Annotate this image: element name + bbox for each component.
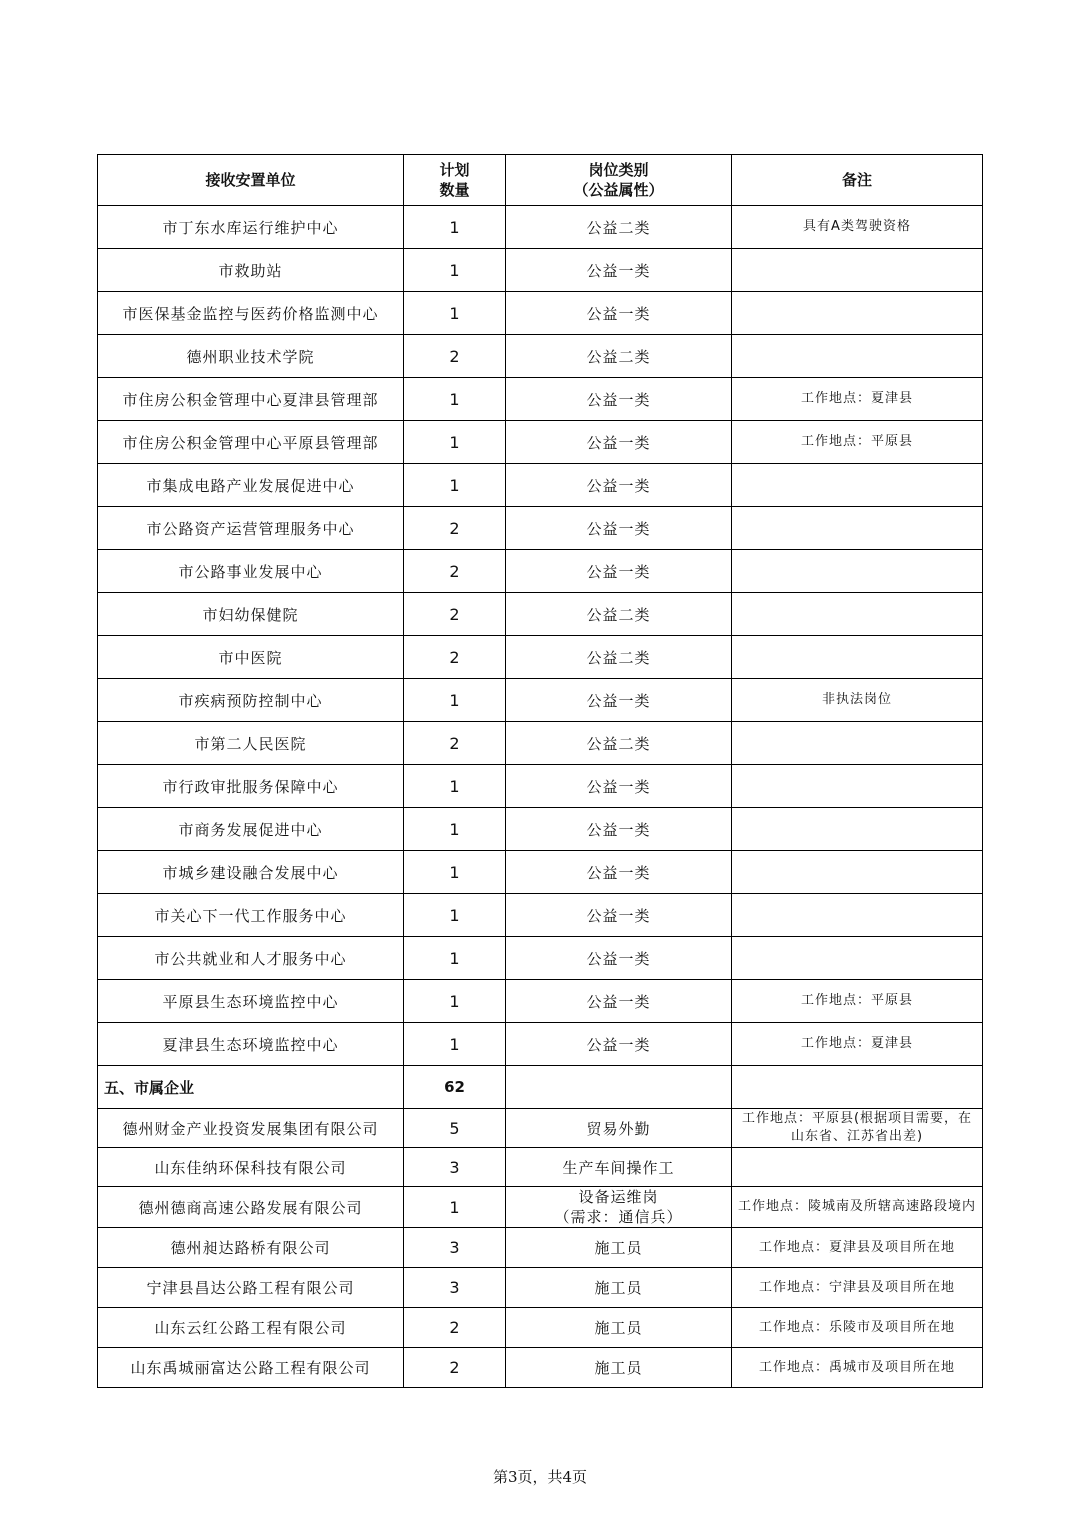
unit-cell: 市疾病预防控制中心	[98, 679, 404, 722]
count-cell: 1	[404, 249, 506, 292]
category-cell: 公益一类	[506, 1023, 732, 1066]
table-row	[98, 593, 983, 636]
note-cell: 工作地点：夏津县及项目所在地	[732, 1228, 983, 1268]
category-cell: 公益一类	[506, 378, 732, 421]
category-cell: 公益一类	[506, 550, 732, 593]
unit-cell: 德州职业技术学院	[98, 335, 404, 378]
table-row	[98, 1148, 983, 1187]
count-cell: 2	[404, 1308, 506, 1348]
category-cell: 施工员	[506, 1268, 732, 1308]
unit-cell: 市住房公积金管理中心夏津县管理部	[98, 378, 404, 421]
note-cell	[732, 593, 983, 636]
header-note: 备注	[732, 155, 983, 206]
unit-cell: 山东云红公路工程有限公司	[98, 1308, 404, 1348]
unit-cell: 夏津县生态环境监控中心	[98, 1023, 404, 1066]
unit-cell: 市关心下一代工作服务中心	[98, 894, 404, 937]
unit-cell: 山东禹城丽富达公路工程有限公司	[98, 1348, 404, 1388]
header-unit: 接收安置单位	[98, 155, 404, 206]
section-category-empty	[506, 1066, 732, 1109]
note-cell	[732, 464, 983, 507]
note-cell	[732, 636, 983, 679]
count-cell: 2	[404, 593, 506, 636]
table-row	[98, 1023, 983, 1066]
section-note-empty	[732, 1066, 983, 1109]
count-cell: 1	[404, 808, 506, 851]
count-cell: 1	[404, 421, 506, 464]
category-cell: 公益二类	[506, 593, 732, 636]
count-cell: 1	[404, 980, 506, 1023]
count-cell: 1	[404, 206, 506, 249]
unit-cell: 市集成电路产业发展促进中心	[98, 464, 404, 507]
table-row	[98, 636, 983, 679]
unit-cell: 市医保基金监控与医药价格监测中心	[98, 292, 404, 335]
header-count-line1: 计划	[439, 161, 470, 179]
note-cell	[732, 249, 983, 292]
note-cell	[732, 894, 983, 937]
count-cell: 2	[404, 507, 506, 550]
unit-cell: 市第二人民医院	[98, 722, 404, 765]
table-row	[98, 1308, 983, 1348]
note-cell: 工作地点：夏津县	[732, 1023, 983, 1066]
header-category-line1: 岗位类别	[588, 161, 649, 179]
unit-cell: 德州德商高速公路发展有限公司	[98, 1187, 404, 1228]
unit-cell: 德州昶达路桥有限公司	[98, 1228, 404, 1268]
category-cell: 生产车间操作工	[506, 1148, 732, 1187]
unit-cell: 德州财金产业投资发展集团有限公司	[98, 1109, 404, 1148]
count-cell: 1	[404, 937, 506, 980]
note-cell: 工作地点：平原县(根据项目需要，在山东省、江苏省出差)	[732, 1109, 983, 1148]
table-row	[98, 679, 983, 722]
note-cell: 工作地点：陵城南及所辖高速路段境内	[732, 1187, 983, 1228]
note-cell	[732, 550, 983, 593]
category-cell: 公益一类	[506, 980, 732, 1023]
count-cell: 2	[404, 1348, 506, 1388]
count-cell: 2	[404, 335, 506, 378]
unit-cell: 平原县生态环境监控中心	[98, 980, 404, 1023]
category-cell: 公益一类	[506, 937, 732, 980]
count-cell: 2	[404, 636, 506, 679]
category-cell: 施工员	[506, 1308, 732, 1348]
count-cell: 2	[404, 550, 506, 593]
category-line1: 设备运维岗	[578, 1188, 659, 1206]
unit-cell: 市商务发展促进中心	[98, 808, 404, 851]
unit-cell: 市公路资产运营管理服务中心	[98, 507, 404, 550]
category-cell: 公益一类	[506, 507, 732, 550]
count-cell: 1	[404, 894, 506, 937]
count-cell: 1	[404, 679, 506, 722]
unit-cell: 市行政审批服务保障中心	[98, 765, 404, 808]
note-cell: 工作地点：夏津县	[732, 378, 983, 421]
count-cell: 3	[404, 1228, 506, 1268]
table-row	[98, 206, 983, 249]
table-row	[98, 550, 983, 593]
note-cell	[732, 851, 983, 894]
note-cell	[732, 1148, 983, 1187]
table-row	[98, 421, 983, 464]
unit-cell: 山东佳纳环保科技有限公司	[98, 1148, 404, 1187]
table-row	[98, 1109, 983, 1148]
table-row	[98, 765, 983, 808]
count-cell: 3	[404, 1148, 506, 1187]
category-cell: 公益一类	[506, 464, 732, 507]
table-row	[98, 808, 983, 851]
note-cell	[732, 335, 983, 378]
count-cell: 1	[404, 1187, 506, 1228]
count-cell: 1	[404, 464, 506, 507]
placement-table-container	[97, 154, 982, 1388]
unit-cell: 市城乡建设融合发展中心	[98, 851, 404, 894]
header-category-line2: （公益属性）	[573, 181, 664, 199]
table-row	[98, 378, 983, 421]
note-cell	[732, 292, 983, 335]
count-cell: 2	[404, 722, 506, 765]
page-footer: 第3页，共4页	[492, 1468, 588, 1486]
unit-cell: 宁津县昌达公路工程有限公司	[98, 1268, 404, 1308]
note-cell	[732, 937, 983, 980]
table-row	[98, 335, 983, 378]
table-row	[98, 937, 983, 980]
category-cell: 公益二类	[506, 335, 732, 378]
count-cell: 1	[404, 292, 506, 335]
unit-cell: 市住房公积金管理中心平原县管理部	[98, 421, 404, 464]
category-cell: 公益一类	[506, 851, 732, 894]
note-cell	[732, 808, 983, 851]
table-row	[98, 249, 983, 292]
section-row	[98, 1066, 983, 1109]
unit-cell: 市妇幼保健院	[98, 593, 404, 636]
category-cell: 公益一类	[506, 894, 732, 937]
note-cell: 工作地点：宁津县及项目所在地	[732, 1268, 983, 1308]
table-row	[98, 507, 983, 550]
note-cell: 工作地点：乐陵市及项目所在地	[732, 1308, 983, 1348]
table-row	[98, 292, 983, 335]
table-row	[98, 464, 983, 507]
count-cell: 1	[404, 765, 506, 808]
count-cell: 3	[404, 1268, 506, 1308]
category-cell: 公益一类	[506, 808, 732, 851]
unit-cell: 市救助站	[98, 249, 404, 292]
category-cell: 公益二类	[506, 636, 732, 679]
note-cell: 工作地点：平原县	[732, 980, 983, 1023]
table-row	[98, 1348, 983, 1388]
header-category	[506, 155, 732, 206]
category-cell	[506, 1187, 732, 1228]
category-cell: 公益一类	[506, 421, 732, 464]
category-cell: 施工员	[506, 1228, 732, 1268]
placement-table	[97, 154, 983, 1388]
table-row	[98, 1187, 983, 1228]
table-row	[98, 851, 983, 894]
category-cell: 施工员	[506, 1348, 732, 1388]
unit-cell: 市公路事业发展中心	[98, 550, 404, 593]
header-count-line2: 数量	[439, 181, 470, 199]
table-row	[98, 1268, 983, 1308]
category-cell: 贸易外勤	[506, 1109, 732, 1148]
category-cell: 公益一类	[506, 679, 732, 722]
table-row	[98, 1228, 983, 1268]
category-cell: 公益二类	[506, 722, 732, 765]
count-cell: 5	[404, 1109, 506, 1148]
header-count	[404, 155, 506, 206]
category-cell: 公益一类	[506, 292, 732, 335]
section-title: 五、市属企业	[98, 1066, 404, 1109]
table-header-row	[98, 155, 983, 206]
category-cell: 公益一类	[506, 765, 732, 808]
note-cell	[732, 507, 983, 550]
table-body	[98, 206, 983, 1388]
unit-cell: 市中医院	[98, 636, 404, 679]
table-row	[98, 894, 983, 937]
category-line2: （需求：通信兵）	[554, 1208, 683, 1226]
note-cell	[732, 722, 983, 765]
unit-cell: 市公共就业和人才服务中心	[98, 937, 404, 980]
category-cell: 公益一类	[506, 249, 732, 292]
note-cell	[732, 765, 983, 808]
count-cell: 1	[404, 378, 506, 421]
note-cell: 工作地点：禹城市及项目所在地	[732, 1348, 983, 1388]
note-cell: 非执法岗位	[732, 679, 983, 722]
note-cell: 具有A类驾驶资格	[732, 206, 983, 249]
count-cell: 1	[404, 1023, 506, 1066]
section-count: 62	[404, 1066, 506, 1109]
table-row	[98, 722, 983, 765]
count-cell: 1	[404, 851, 506, 894]
category-cell: 公益二类	[506, 206, 732, 249]
table-row	[98, 980, 983, 1023]
unit-cell: 市丁东水库运行维护中心	[98, 206, 404, 249]
note-cell: 工作地点：平原县	[732, 421, 983, 464]
